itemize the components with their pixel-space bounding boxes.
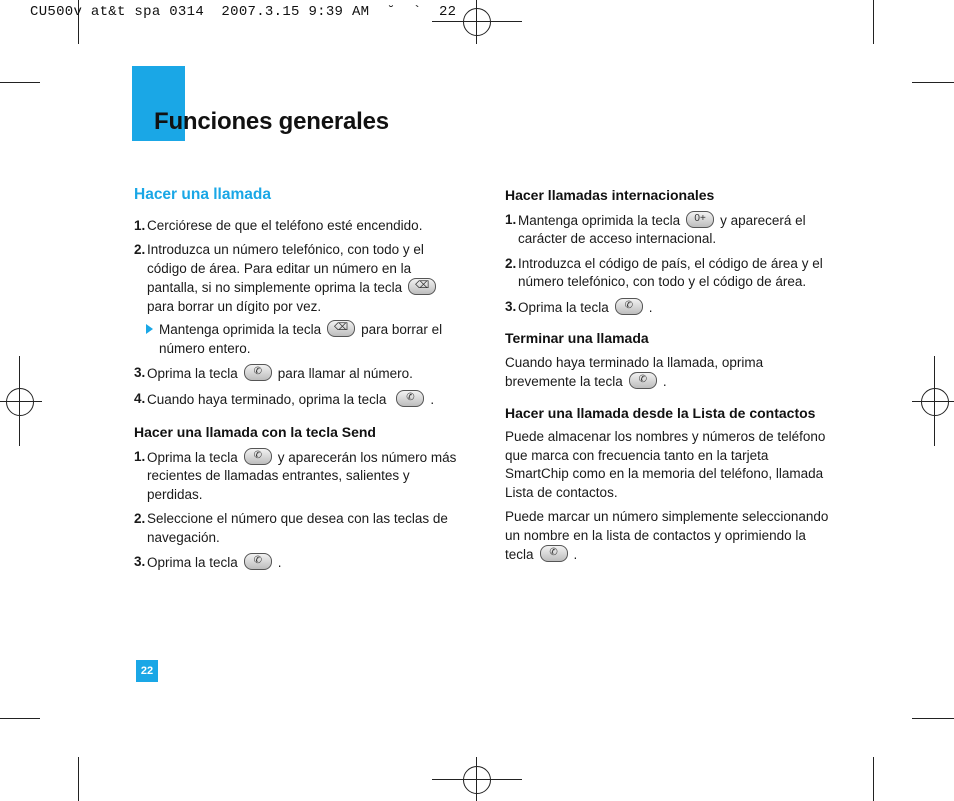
end-key-icon: ✆: [629, 372, 657, 389]
step-text: Oprima la tecla: [147, 555, 238, 570]
crop-mark: [912, 718, 954, 719]
step-number: 3.: [134, 554, 146, 569]
paragraph-text: Puede marcar un número simplemente seleccionando: [505, 509, 829, 524]
crop-mark: [873, 757, 874, 801]
step-number: 2.: [505, 255, 517, 271]
clear-key-icon: ⌫: [327, 320, 355, 337]
step-text: .: [648, 299, 653, 315]
step-text: Oprima la tecla: [147, 449, 238, 465]
crop-mark: [0, 82, 40, 83]
step-text: recientes de llamadas entrantes, salientes y: [147, 468, 410, 483]
step-number: 1.: [505, 211, 517, 227]
paragraph-text: Puede almacenar los nombres y números de teléfono: [505, 429, 826, 444]
clear-key-icon: ⌫: [408, 278, 436, 295]
list-item: [505, 255, 845, 292]
registration-circle: [463, 766, 491, 794]
step-text: para borrar un dígito por vez.: [147, 298, 322, 314]
registration-circle: [921, 388, 949, 416]
print-stamp: CU500v at&t spa 0314 2007.3.15 9:39 AM ˘ ` 22: [30, 4, 457, 20]
registration-circle: [6, 388, 34, 416]
page-number: 22: [136, 660, 158, 682]
subsection-heading: Hacer una llamada desde la Lista de contactos: [505, 404, 816, 421]
step-text: navegación.: [147, 529, 220, 545]
step-text: pantalla, si no simplemente oprima la tecla: [147, 280, 403, 295]
step-text: .: [277, 555, 282, 570]
step-text: Introduzca un número telefónico, con todo y el: [147, 242, 424, 257]
step-text: Oprima la tecla: [147, 366, 238, 381]
triangle-bullet-icon: [146, 324, 153, 334]
step-text: Cerciórese de que el teléfono esté encendido.: [147, 217, 423, 233]
step-number: 3.: [505, 298, 517, 314]
paragraph-text: Lista de contactos.: [505, 484, 618, 500]
paragraph-text: un nombre en la lista de contactos y oprimiendo la: [505, 527, 806, 543]
step-text: Introduzca el código de país, el código de área y el: [518, 255, 823, 271]
zero-plus-key-icon: 0+: [686, 211, 714, 228]
crop-mark: [0, 718, 40, 719]
step-text: para llamar al número.: [277, 366, 413, 381]
bullet-text: para borrar el: [361, 322, 443, 337]
end-key-icon: ✆: [396, 390, 424, 407]
paragraph-text: .: [573, 547, 578, 562]
list-item: [134, 364, 464, 384]
bullet-text: Mantenga oprimida la tecla: [159, 322, 322, 337]
send-key-icon: ✆: [540, 545, 568, 562]
send-key-icon: ✆: [615, 298, 643, 315]
step-number: 1.: [134, 217, 146, 233]
subsection-heading: Terminar una llamada: [505, 330, 649, 346]
paragraph: [505, 508, 845, 565]
subsection-heading: Hacer llamadas internacionales: [505, 187, 715, 203]
step-text: carácter de acceso internacional.: [518, 231, 717, 246]
list-item: [134, 448, 464, 505]
page-title: Funciones generales: [154, 108, 389, 135]
send-key-icon: ✆: [244, 448, 272, 465]
list-item: [134, 390, 464, 410]
paragraph-text: .: [662, 374, 667, 389]
step-number: 2.: [134, 242, 146, 257]
crop-mark: [78, 757, 79, 801]
paragraph-text: tecla: [505, 547, 534, 562]
step-number: 2.: [134, 511, 146, 526]
step-number: 4.: [134, 390, 146, 406]
subsection-heading: Hacer una llamada con la tecla Send: [134, 424, 376, 440]
step-text: Seleccione el número que desea con las teclas de: [147, 511, 448, 526]
list-item: [134, 320, 464, 358]
step-text: código de área. Para editar un número en la: [147, 260, 412, 276]
section-heading: Hacer una llamada: [134, 186, 271, 203]
right-column: [505, 186, 845, 565]
step-number: 3.: [134, 365, 146, 380]
left-column: [134, 186, 464, 573]
send-key-icon: ✆: [244, 553, 272, 570]
paragraph-text: brevemente la tecla: [505, 374, 623, 389]
step-text: Oprima la tecla: [518, 299, 609, 315]
step-text: Mantenga oprimida la tecla: [518, 212, 681, 228]
list-item: [134, 241, 464, 316]
step-text: y aparecerán los número más: [277, 449, 457, 465]
send-key-icon: ✆: [244, 364, 272, 381]
step-text: y aparecerá el: [720, 212, 806, 228]
list-item: [134, 553, 464, 573]
paragraph-text: SmartChip como en la memoria del teléfono, llamada: [505, 466, 824, 481]
list-item: [134, 217, 464, 236]
step-text: número telefónico, con todo y el código de área.: [518, 274, 807, 289]
step-text: perdidas.: [147, 486, 203, 502]
list-item: [505, 298, 845, 318]
list-item: [134, 510, 464, 547]
crop-mark: [873, 0, 874, 44]
step-number: 1.: [134, 448, 146, 464]
step-text: Cuando haya terminado, oprima la tecla: [147, 391, 387, 407]
paragraph-text: Cuando haya terminado la llamada, oprima: [505, 354, 764, 370]
bullet-text: número entero.: [159, 340, 251, 356]
crop-mark: [912, 82, 954, 83]
paragraph-text: que marca con frecuencia tanto en la tarjeta: [505, 447, 769, 463]
registration-circle: [463, 8, 491, 36]
paragraph: [505, 354, 845, 392]
step-text: .: [430, 391, 435, 407]
paragraph: [505, 428, 845, 502]
list-item: [505, 211, 845, 249]
